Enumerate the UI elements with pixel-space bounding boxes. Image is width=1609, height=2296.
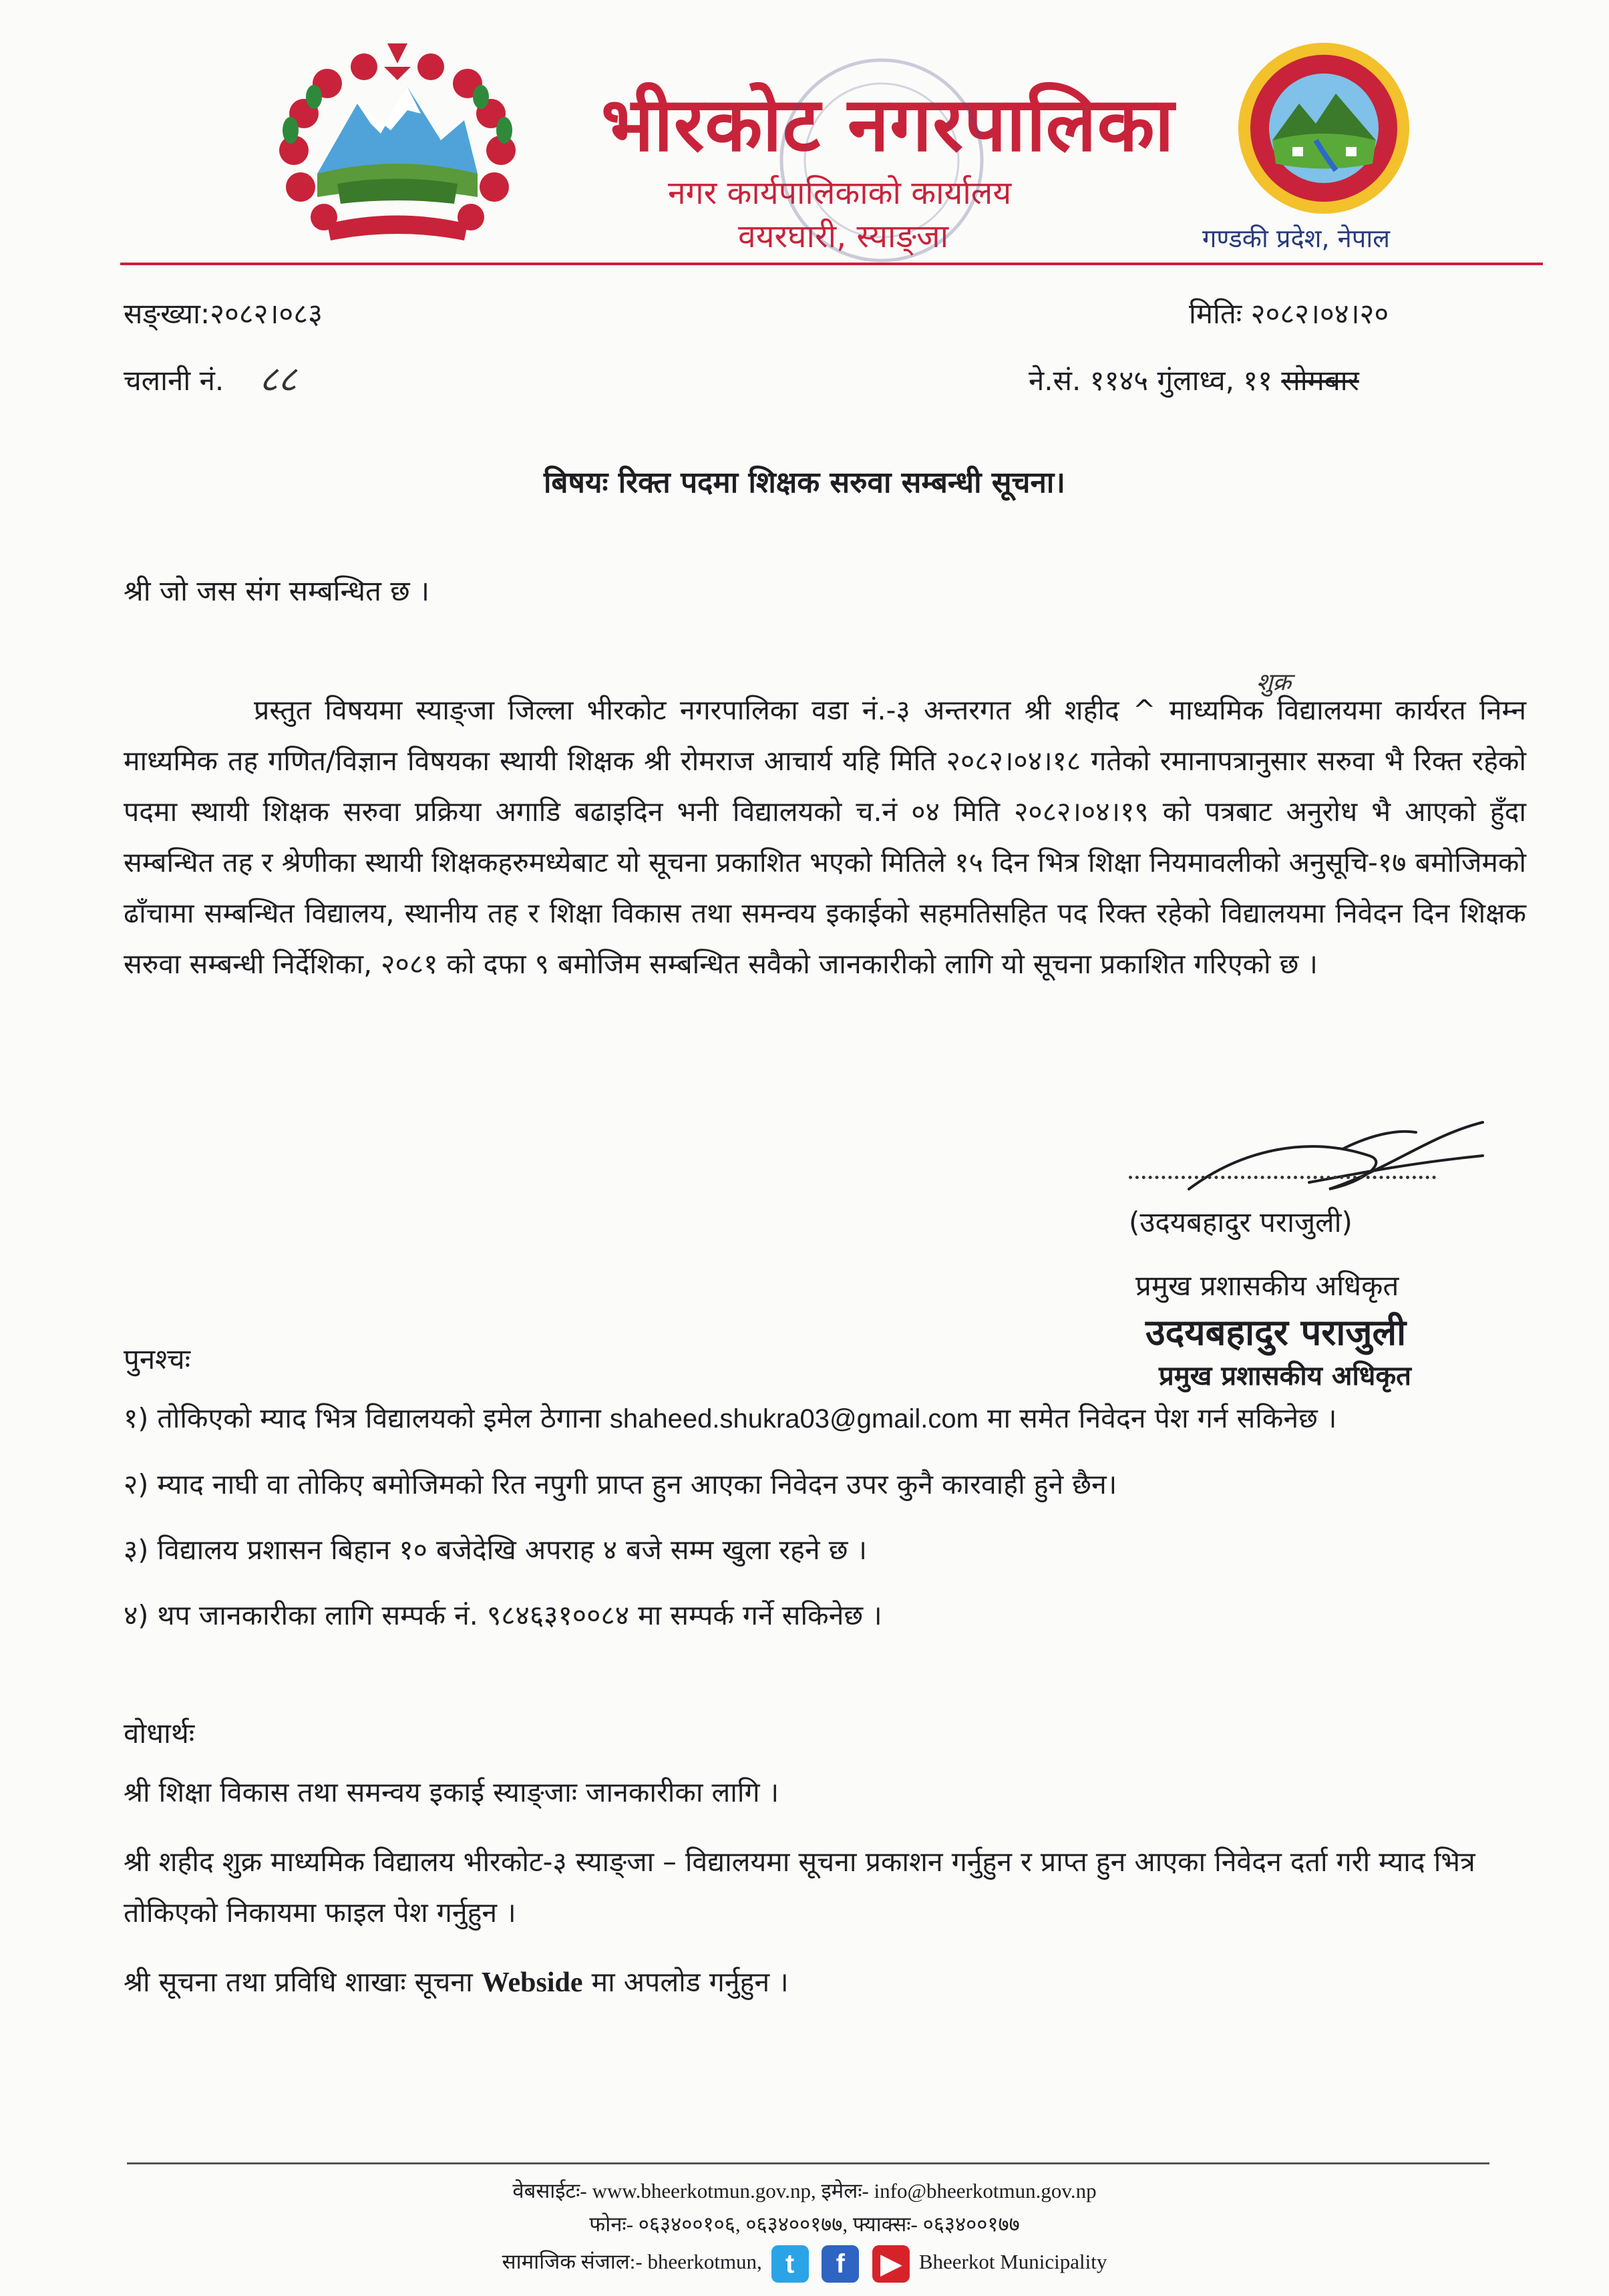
twitter-icon[interactable]: t <box>771 2245 809 2283</box>
office-address: वयरघारी, स्याङ्जा <box>738 218 949 255</box>
youtube-icon[interactable]: ▶ <box>872 2245 910 2283</box>
signer-title: प्रमुख प्रशासकीय अधिकृत <box>1135 1269 1399 1302</box>
postscript-item-2: २) म्याद नाघी वा तोकिए बमोजिमको रित नपुगी प्राप्त हुन आएका निवेदन उपर कुनै कारवाही हुने छैन। <box>124 1468 1117 1500</box>
name-stamp: उदयबहादुर पराजुली <box>1145 1311 1407 1353</box>
reference-number: सङ्ख्या:२०८२।०८३ <box>124 297 323 330</box>
salutation: श्री जो जस संग सम्बन्धित छ । <box>124 575 430 607</box>
nepal-sambat-struck-day: सोमबार <box>1281 364 1359 397</box>
postscript-item-1: १) तोकिएको म्याद भित्र विद्यालयको इमेल ठेगाना shaheed.shukra03@gmail.com मा समेत निवेदन पेश गर्न सकिनेछ । <box>124 1402 1337 1434</box>
footer-phone: फोनः- ०६३४००१०६, ०६३४००१७७, फ्याक्सः- ०६३४००१७७ <box>589 2212 1020 2236</box>
nepal-sambat-text: ने.सं. ११४५ गुंलाध्व, ११ <box>1029 364 1272 397</box>
letter-date: मितिः २०८२।०४।२० <box>1189 297 1389 330</box>
nepal-emblem-logo <box>264 40 531 261</box>
cc-list <box>124 1767 1526 2027</box>
postscript-item-3: ३) विद्यालय प्रशासन बिहान १० बजेदेखि अपराह ४ बजे सम्म खुला रहने छ । <box>124 1534 868 1566</box>
body-text-part2: माध्यमिक विद्यालयमा कार्यरत निम्न माध्यमिक तह गणित/विज्ञान विषयका स्थायी शिक्षक श्री रोमराज आचार्य यहि मिति २०८२।०४।१८ गतेको रमानापत्रानुसार सरुवा भै रिक्त रहेको पदमा स्थायी शिक्षक सरुवा प्रक्रिया अगाडि बढाइदिन भनी विद्यालयको च.नं ०४ मिति २०८२।०४।१९ को पत्रबाट अनुरोध भै आएको हुँदा सम्बन्धित तह र श्रेणीका स्थायी शिक्षकहरुमध्येबाट यो सूचना प्रकाशित भएको मितिले १५ दिन भित्र शिक्षा नियमावलीको अनुसूचि-१७ बमोजिमको ढाँचामा सम्बन्धित विद्यालय, स्थानीय तह र शिक्षा विकास तथा समन्वय इकाईको सहमतिसहित पद रिक्त रहेको विद्यालयमा निवेदन दिन शिक्षक सरुवा सम्बन्धी निर्देशिका, २०८१ को दफा ९ बमोजिम सम्बन्धित सवैको जानकारीको लागि यो सूचना प्रकाशित गरिएको छ । <box>124 694 1526 980</box>
footer-divider <box>127 2162 1489 2164</box>
postscript-item-4: ४) थप जानकारीका लागि सम्पर्क नं. ९८४६३१००८४ मा सम्पर्क गर्ने सकिनेछ । <box>124 1599 882 1631</box>
postscript-list <box>124 1393 1526 1655</box>
postscript-heading: पुनश्चः <box>124 1343 191 1375</box>
handwritten-insertion: शुक्र ^ <box>1133 694 1155 726</box>
header-divider <box>120 263 1543 265</box>
cc-item-1: श्री शिक्षा विकास तथा समन्वय इकाई स्याङ्जाः जानकारीका लागि । <box>124 1776 779 1808</box>
notice-body <box>124 669 1526 989</box>
cc-item-2: श्री शहीद शुक्र माध्यमिक विद्यालय भीरकोट-३ स्याङ्जा – विद्यालयमा सूचना प्रकाशन गर्नुहुन र प्राप्त हुन आएका निवेदन दर्ता गरी म्याद भित्र तोकिएको निकायमा फाइल पेश गर्नुहुन । <box>124 1846 1475 1929</box>
office-seal-stamp <box>775 53 989 267</box>
bheerkot-municipality-logo <box>1236 40 1413 217</box>
school-email: shaheed.shukra03@gmail.com <box>609 1404 978 1434</box>
province-label: गण्डकी प्रदेश, नेपाल <box>1202 224 1390 253</box>
facebook-icon[interactable]: f <box>822 2245 859 2283</box>
footer-social <box>0 2245 1609 2283</box>
cc-heading: वोधार्थः <box>124 1717 195 1750</box>
footer <box>0 2174 1609 2283</box>
subject-line: बिषयः रिक्त पदमा शिक्षक सरुवा सम्बन्धी सूचना। <box>544 466 1065 500</box>
signer-name: (उदयबहादुर पराजुली) <box>1129 1206 1353 1239</box>
social-label: सामाजिक संजाल:- bheerkotmun, <box>502 2250 762 2274</box>
dispatch-number-handwritten: ८८ <box>259 358 297 400</box>
footer-web-email: वेबसाईटः- www.bheerkotmun.gov.np, इमेलः- info@bheerkotmun.gov.np <box>512 2179 1097 2202</box>
office-name: नगर कार्यपालिकाको कार्यालय <box>668 174 1012 212</box>
insertion-text: शुक्र <box>1256 669 1292 696</box>
signature-dotted-line <box>1129 1176 1436 1179</box>
dispatch-number-label: चलानी नं. <box>124 364 224 397</box>
nepal-sambat-date <box>1029 361 1359 399</box>
social-handle: Bheerkot Municipality <box>918 2250 1107 2274</box>
body-text-part1: प्रस्तुत विषयमा स्याङ्जा जिल्ला भीरकोट नगरपालिका वडा नं.-३ अन्तरगत श्री शहीद <box>254 694 1119 726</box>
municipality-title: भीरकोट नगरपालिका <box>601 81 1175 168</box>
title-stamp: प्रमुख प्रशासकीय अधिकृत <box>1159 1361 1411 1391</box>
cc-item-3: श्री सूचना तथा प्रविधि शाखाः सूचना Webside मा अपलोड गर्नुहुन । <box>124 1966 789 1998</box>
